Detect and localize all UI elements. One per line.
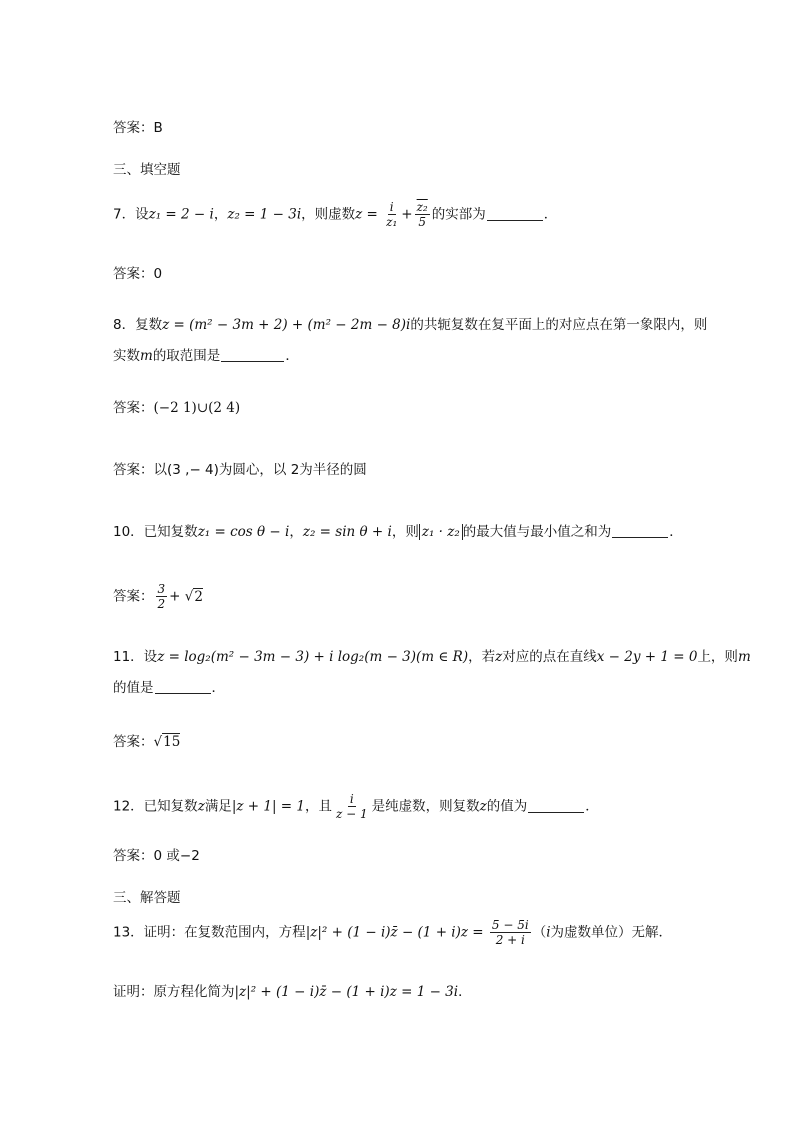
answer-7 [113, 264, 162, 284]
answer-10-root: √2 [184, 588, 203, 605]
section-fill-heading [113, 160, 181, 180]
q12-cond: |z + 1| = 1 [231, 798, 305, 815]
q13-f-num: 5 − 5i [491, 918, 529, 932]
q12-z: z [197, 798, 205, 815]
answer-6-text: 答案：B [113, 120, 163, 136]
q10-z2: z₂ = sin θ + i [302, 524, 392, 540]
q13-i: i [546, 924, 551, 941]
q7-sep: ， [213, 206, 228, 223]
q8-answer-blank[interactable] [221, 347, 284, 362]
q13-fraction [490, 918, 531, 947]
answer-9-text: 答案：以(3 ,− 4)为圆心，以 2为半径的圆 [113, 462, 367, 478]
question-13 [113, 918, 672, 947]
q7-fraction-1 [384, 200, 399, 229]
q10-z1: z₁ = cos θ − i [197, 524, 290, 540]
q7-zeq: z = [355, 206, 378, 223]
q10-tail: 的最大值与最小值之和为 [462, 524, 612, 540]
q10-abs: z₁ · z₂ [419, 524, 463, 540]
q7-f1-den: z₁ [386, 215, 398, 229]
proof-expr: |z|² + (1 − i)z̄ − (1 + i)z = 1 − 3i [234, 984, 459, 1000]
q13-f-den: 2 + i [495, 933, 525, 947]
q13-expr: |z|² + (1 − i)z̄ − (1 + i)z = [305, 924, 484, 941]
answer-7-text: 答案：0 [113, 266, 163, 282]
answer-10 [113, 582, 203, 611]
q11-line2: 的值是 [113, 680, 154, 696]
question-11-line-1 [113, 647, 751, 667]
q12-mid: 满足 [204, 798, 232, 815]
q7-end: ． [543, 206, 558, 223]
q12-fraction [334, 792, 370, 821]
question-10 [113, 522, 683, 542]
answer-11-root: √15 [153, 734, 181, 750]
q12-end: ． [585, 798, 599, 815]
q11-line-eq: x − 2y + 1 = 0 [596, 649, 698, 665]
q12-mid2: ，且 [305, 798, 332, 815]
answer-10-root-value: 2 [194, 588, 203, 605]
q7-mid: ，则虚数 [301, 206, 356, 223]
q8-m: m [140, 348, 153, 364]
answer-11 [113, 732, 180, 752]
q12-f-den: z − 1 [336, 807, 368, 821]
q12-tail: 的值为 [486, 798, 528, 815]
q11-z: z [495, 649, 503, 665]
q10-lead: 10．已知复数 [113, 524, 198, 540]
question-8-line-2 [113, 346, 299, 366]
question-7 [113, 200, 557, 229]
q7-z1: z₁ = 2 − i [148, 206, 214, 223]
answer-11-root-value: 15 [163, 734, 181, 750]
q7-lead: 7．设 [113, 206, 149, 223]
q12-answer-blank[interactable] [528, 798, 584, 813]
q8-tail: 的共轭复数在复平面上的对应点在第一象限内，则 [410, 317, 708, 333]
q13-paren-tail: 为虚数单位）无解． [550, 924, 673, 941]
proof-lead: 证明：原方程化简为 [113, 984, 235, 1000]
answer-12 [113, 846, 200, 866]
q7-fraction-2 [415, 200, 430, 229]
q12-f-num: i [349, 792, 354, 806]
q11-expr: z = log₂(m² − 3m − 3) + i log₂(m − 3)(m ∈ R) [157, 649, 469, 665]
q7-f1-num: i [389, 200, 394, 214]
q8-line2-b: 的取范围是 [152, 348, 221, 364]
proof-end: ． [458, 984, 472, 1000]
answer-9 [113, 460, 367, 480]
q10-sep: ， [289, 524, 303, 540]
q10-end: ． [669, 524, 683, 540]
answer-11-prefix: 答案： [113, 734, 154, 750]
q7-plus: + [401, 206, 413, 223]
q12-z2: z [479, 798, 487, 815]
q7-answer-blank[interactable] [487, 206, 543, 221]
q11-answer-blank[interactable] [155, 679, 211, 694]
answer-10-prefix: 答案： [113, 588, 154, 605]
q13-lead: 13．证明：在复数范围内，方程 [113, 924, 306, 941]
section-solve-heading [113, 888, 181, 908]
section-fill-text: 三、填空题 [113, 162, 181, 178]
question-12 [113, 792, 599, 821]
answer-6 [113, 118, 163, 138]
q11-mid: ，若 [468, 649, 496, 665]
q7-tail: 的实部为 [431, 206, 486, 223]
q10-answer-blank[interactable] [612, 523, 668, 538]
answer-10-den: 2 [157, 597, 166, 611]
answer-8-math: (−2 1)∪(2 4) [153, 400, 241, 416]
q8-end: ． [285, 348, 299, 364]
q11-tail: 上，则 [697, 649, 738, 665]
q13-paren: （ [532, 924, 547, 941]
answer-8 [113, 398, 240, 418]
answer-8-prefix: 答案： [113, 400, 154, 416]
q7-f2-den: 5 [418, 215, 426, 229]
answer-12-text: 答案：0 或−2 [113, 848, 200, 864]
q7-f2-num: z₂ [416, 200, 428, 214]
answer-10-num: 3 [157, 582, 166, 596]
q8-line2-a: 实数 [113, 348, 140, 364]
answer-10-plus: + [169, 588, 181, 605]
q11-end: ． [211, 680, 225, 696]
q8-lead: 8．复数 [113, 317, 163, 333]
question-11-line-2 [113, 678, 225, 698]
answer-10-fraction [156, 582, 168, 611]
proof-line [113, 982, 472, 1002]
q10-mid: ，则 [391, 524, 419, 540]
section-solve-text: 三、解答题 [113, 890, 181, 906]
q8-expr: z = (m² − 3m + 2) + (m² − 2m − 8)i [162, 317, 411, 333]
q11-m: m [737, 649, 751, 665]
question-8-line-1 [113, 315, 707, 335]
q7-z2: z₂ = 1 − 3i [227, 206, 302, 223]
q11-lead: 11．设 [113, 649, 158, 665]
q12-lead: 12．已知复数 [113, 798, 198, 815]
q11-mid2: 对应的点在直线 [502, 649, 597, 665]
q12-mid3: 是纯虚数，则复数 [371, 798, 480, 815]
